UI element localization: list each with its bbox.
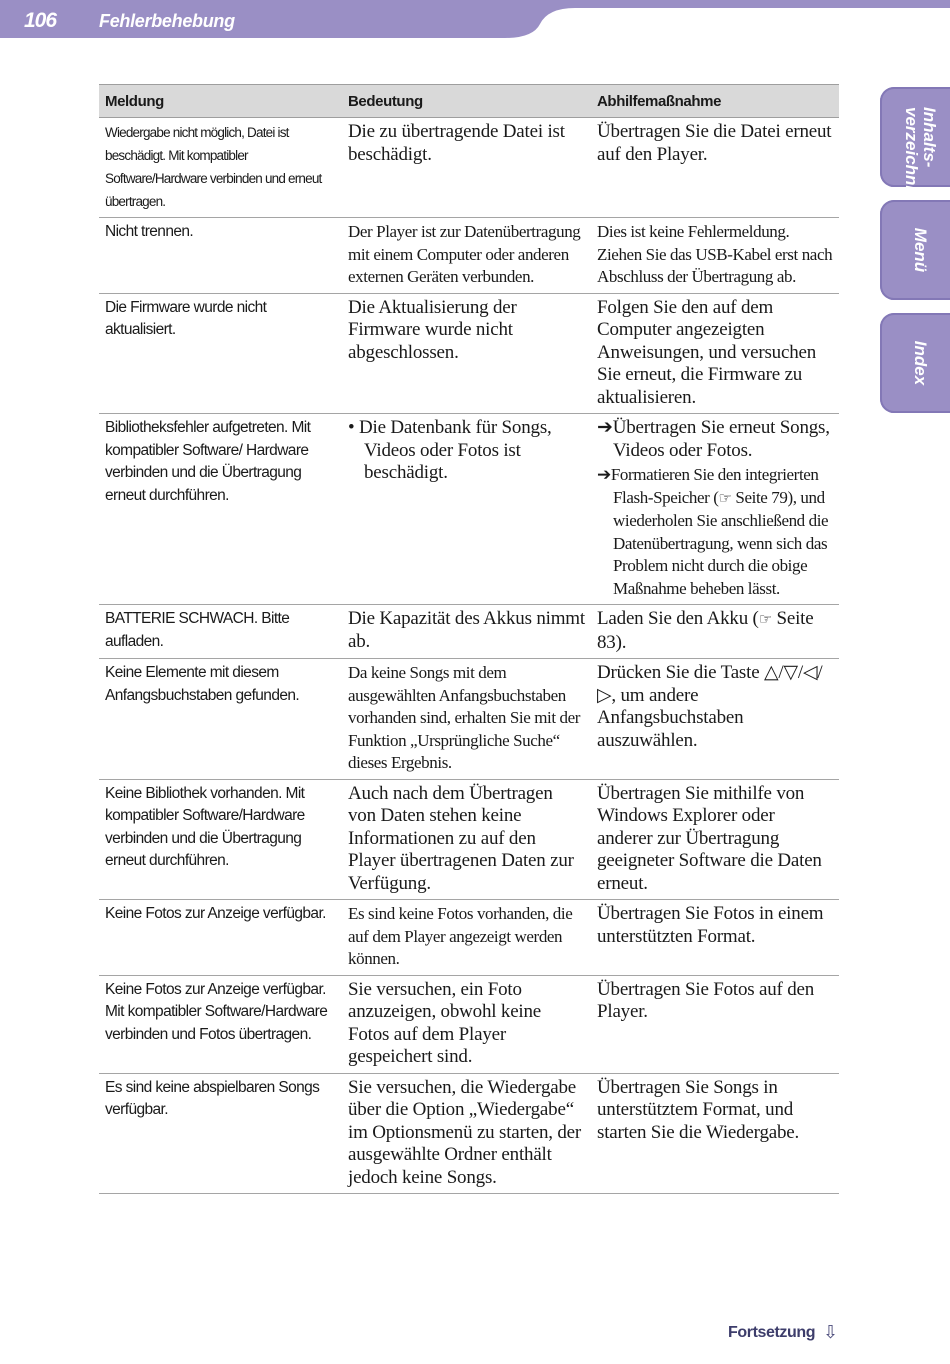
meaning-cell [342,414,591,605]
page-reference-link[interactable]: Seite 83 [597,608,814,653]
message-cell: Wiedergabe nicht möglich, Datei ist beschädigt. Mit kompatibler Software/Hardware verbinden und erneut übertragen. [99,118,342,218]
remedy-cell: Übertragen Sie Songs in unterstütztem Format, und starten Sie die Wiedergabe. [591,1073,839,1194]
tab-menu[interactable] [880,200,950,300]
meaning-cell: Die zu übertragende Datei ist beschädigt. [342,118,591,218]
meaning-cell: Die Kapazität des Akkus nimmt ab. [342,605,591,659]
message-cell: Keine Fotos zur Anzeige verfügbar. Mit kompatibler Software/Hardware verbinden und Fotos übertragen. [99,975,342,1073]
pointing-hand-icon: ☞ [758,612,772,628]
tab-menu-label: Menü [911,227,930,273]
remedy-cell: Drücken Sie die Taste △/▽/◁/▷, um andere Anfangsbuchstaben auszuwählen. [591,659,839,780]
arrow-right-icon: ➔ [597,465,611,484]
remedy-step-2 [597,464,833,600]
table-row [99,218,839,294]
meaning-cell: Da keine Songs mit dem ausgewählten Anfangsbuchstaben vorhanden sind, erhalten Sie mit der Funktion „Ursprüngliche Suche“ dieses Ergebnis. [342,659,591,780]
message-cell: Nicht trennen. [99,218,342,294]
table-row [99,900,839,976]
bullet-icon: • [348,417,360,438]
remedy-cell: Übertragen Sie die Datei erneut auf den Player. [591,118,839,218]
message-cell: BATTERIE SCHWACH. Bitte aufladen. [99,605,342,659]
bullet-text: Die Datenbank für Songs, Videos oder Fotos ist beschädigt. [359,417,552,483]
column-header-meaning: Bedeutung [342,85,591,118]
error-message-table [99,84,839,1194]
meaning-cell: Die Aktualisierung der Firmware wurde nicht abgeschlossen. [342,293,591,414]
remedy-cell: Übertragen Sie Fotos auf den Player. [591,975,839,1073]
table-header-row [99,85,839,118]
pointing-hand-icon: ☞ [718,490,732,507]
remedy-cell [591,605,839,659]
meaning-cell: Sie versuchen, ein Foto anzuzeigen, obwohl keine Fotos auf dem Player gespeichert sind. [342,975,591,1073]
table-row [99,605,839,659]
meaning-cell: Auch nach dem Übertragen von Daten stehen keine Informationen zu auf den Player übertragenen Daten zur Verfügung. [342,779,591,900]
remedy-text-post: ). [615,631,627,653]
table-row [99,659,839,780]
page-number: 106 [24,9,57,32]
remedy-step-2-text-post: ), und wiederholen Sie anschließend die Datenübertragung, wenn sich das Problem nicht durch die obige Maßnahme beheben lässt. [613,487,829,598]
arrow-right-icon: ➔ [597,417,613,438]
meaning-cell: Es sind keine Fotos vorhanden, die auf dem Player angezeigt werden können. [342,900,591,976]
remedy-text-pre: Laden Sie den Akku ( [597,608,759,629]
message-cell: Es sind keine abspielbaren Songs verfügbar. [99,1073,342,1194]
page-reference-link[interactable]: Seite 79 [735,487,788,507]
table-row [99,779,839,900]
column-header-remedy: Abhilfemaßnahme [591,85,839,118]
tab-index-label: Index [911,340,930,386]
message-cell: Die Firmware wurde nicht aktualisiert. [99,293,342,414]
page-header [0,0,950,40]
table-row [99,1073,839,1194]
section-title: Fehlerbehebung [99,11,235,31]
remedy-step-2-text-pre: Formatieren Sie den integrierten Flash-Speicher ( [610,465,819,507]
remedy-cell: Folgen Sie den auf dem Computer angezeigten Anweisungen, und versuchen Sie erneut, die Firmware zu aktualisieren. [591,293,839,414]
column-header-message: Meldung [99,85,342,118]
meaning-cell: Sie versuchen, die Wiedergabe über die Option „Wiedergabe“ im Optionsmenü zu starten, der ausgewählte Ordner enthält jedoch keine Songs. [342,1073,591,1194]
table-row [99,118,839,218]
remedy-cell: Dies ist keine Fehlermeldung. Ziehen Sie das USB-Kabel erst nach Abschluss der Übertragung ab. [591,218,839,294]
meaning-cell: Der Player ist zur Datenübertragung mit einem Computer oder anderen externen Geräten verbunden. [342,218,591,294]
table-row [99,414,839,605]
tab-toc-label: Inhalts- verzeichnis [902,107,939,200]
remedy-cell [591,414,839,605]
remedy-step-1-text: Übertragen Sie erneut Songs, Videos oder Fotos. [612,417,830,461]
tab-table-of-contents[interactable] [880,87,950,200]
message-cell: Keine Fotos zur Anzeige verfügbar. [99,900,342,976]
remedy-cell: Übertragen Sie mithilfe von Windows Explorer oder anderer zur Übertragung geeigneter Software die Daten erneut. [591,779,839,900]
table-row [99,293,839,414]
arrow-down-icon[interactable]: ⇩ [823,1322,839,1343]
remedy-step-1 [597,417,833,462]
continued-link[interactable]: Fortsetzung [728,1324,816,1341]
message-cell: Bibliotheksfehler aufgetreten. Mit kompatibler Software/ Hardware verbinden und die Übertragung erneut durchführen. [99,414,342,605]
table-row [99,975,839,1073]
tab-index[interactable] [880,313,950,413]
message-cell: Keine Elemente mit diesem Anfangsbuchstaben gefunden. [99,659,342,780]
meaning-bullet-item [348,417,585,485]
remedy-cell: Übertragen Sie Fotos in einem unterstützten Format. [591,900,839,976]
message-cell: Keine Bibliothek vorhanden. Mit kompatibler Software/Hardware verbinden und die Übertragung erneut durchführen. [99,779,342,900]
